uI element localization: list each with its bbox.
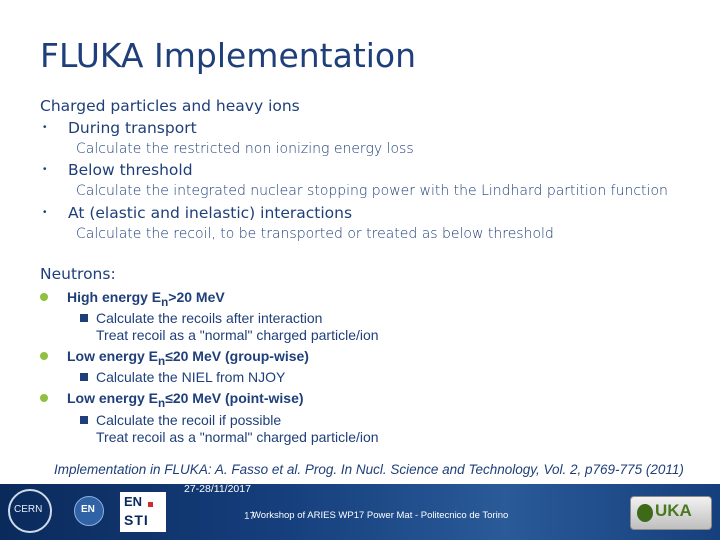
- fluka-logo: UKA: [630, 496, 712, 530]
- charged-item-detail: Calculate the recoil, to be transported or treated as below threshold: [76, 226, 554, 242]
- cern-logo: CERN: [8, 489, 52, 533]
- bullet-icon: [40, 352, 48, 360]
- bullet-icon: [40, 394, 48, 402]
- charged-item-label: During transport: [68, 119, 197, 137]
- bullet-dot: •: [43, 207, 47, 218]
- neutron-item: Low energy $E_n\le 20$ MeV (group-wise): [67, 348, 309, 368]
- bullet-icon: [40, 293, 48, 301]
- bullet-dot: •: [43, 122, 47, 133]
- bullet-dot: •: [43, 164, 47, 175]
- logo-accent: [148, 502, 153, 507]
- charged-item-label: At (elastic and inelastic) interactions: [68, 204, 353, 222]
- neutron-item-detail: Treat recoil as a "normal" charged particle/ion: [96, 429, 379, 445]
- neutron-item-detail: Calculate the recoils after interaction: [96, 310, 323, 326]
- neutron-item: Low energy $E_n\le 20$ MeV (point-wise): [67, 390, 304, 410]
- fluka-logo-icon: [637, 504, 653, 522]
- en-logo: EN: [74, 496, 104, 526]
- footer-event: Workshop of ARIES WP17 Power Mat - Politecnico de Torino: [252, 510, 509, 521]
- neutrons-heading: Neutrons:: [40, 265, 116, 283]
- square-bullet-icon: [80, 314, 88, 322]
- neutron-item-detail: Calculate the recoil if possible: [96, 412, 282, 428]
- charged-item-detail: Calculate the integrated nuclear stopping power with the Lindhard partition function: [76, 183, 668, 199]
- neutron-item-detail: Treat recoil as a "normal" charged particle/ion: [96, 327, 379, 343]
- square-bullet-icon: [80, 373, 88, 381]
- square-bullet-icon: [80, 416, 88, 424]
- reference-citation: Implementation in FLUKA: A. Fasso et al. Prog. In Nucl. Science and Technology, Vol. 2, p769-775 (2011): [54, 462, 684, 477]
- page-title: FLUKA Implementation: [40, 36, 417, 75]
- charged-heading: Charged particles and heavy ions: [40, 97, 300, 115]
- neutron-item-detail: Calculate the NIEL from NJOY: [96, 369, 286, 385]
- en-sti-logo: EN STI: [120, 492, 166, 532]
- footer-date: 27-28/11/2017: [184, 483, 251, 495]
- charged-item-label: Below threshold: [68, 161, 193, 179]
- charged-item-detail: Calculate the restricted non ionizing energy loss: [76, 141, 414, 157]
- neutron-item: High energy $E_n>20$ MeV: [67, 289, 225, 309]
- slide-number: 17: [244, 511, 256, 522]
